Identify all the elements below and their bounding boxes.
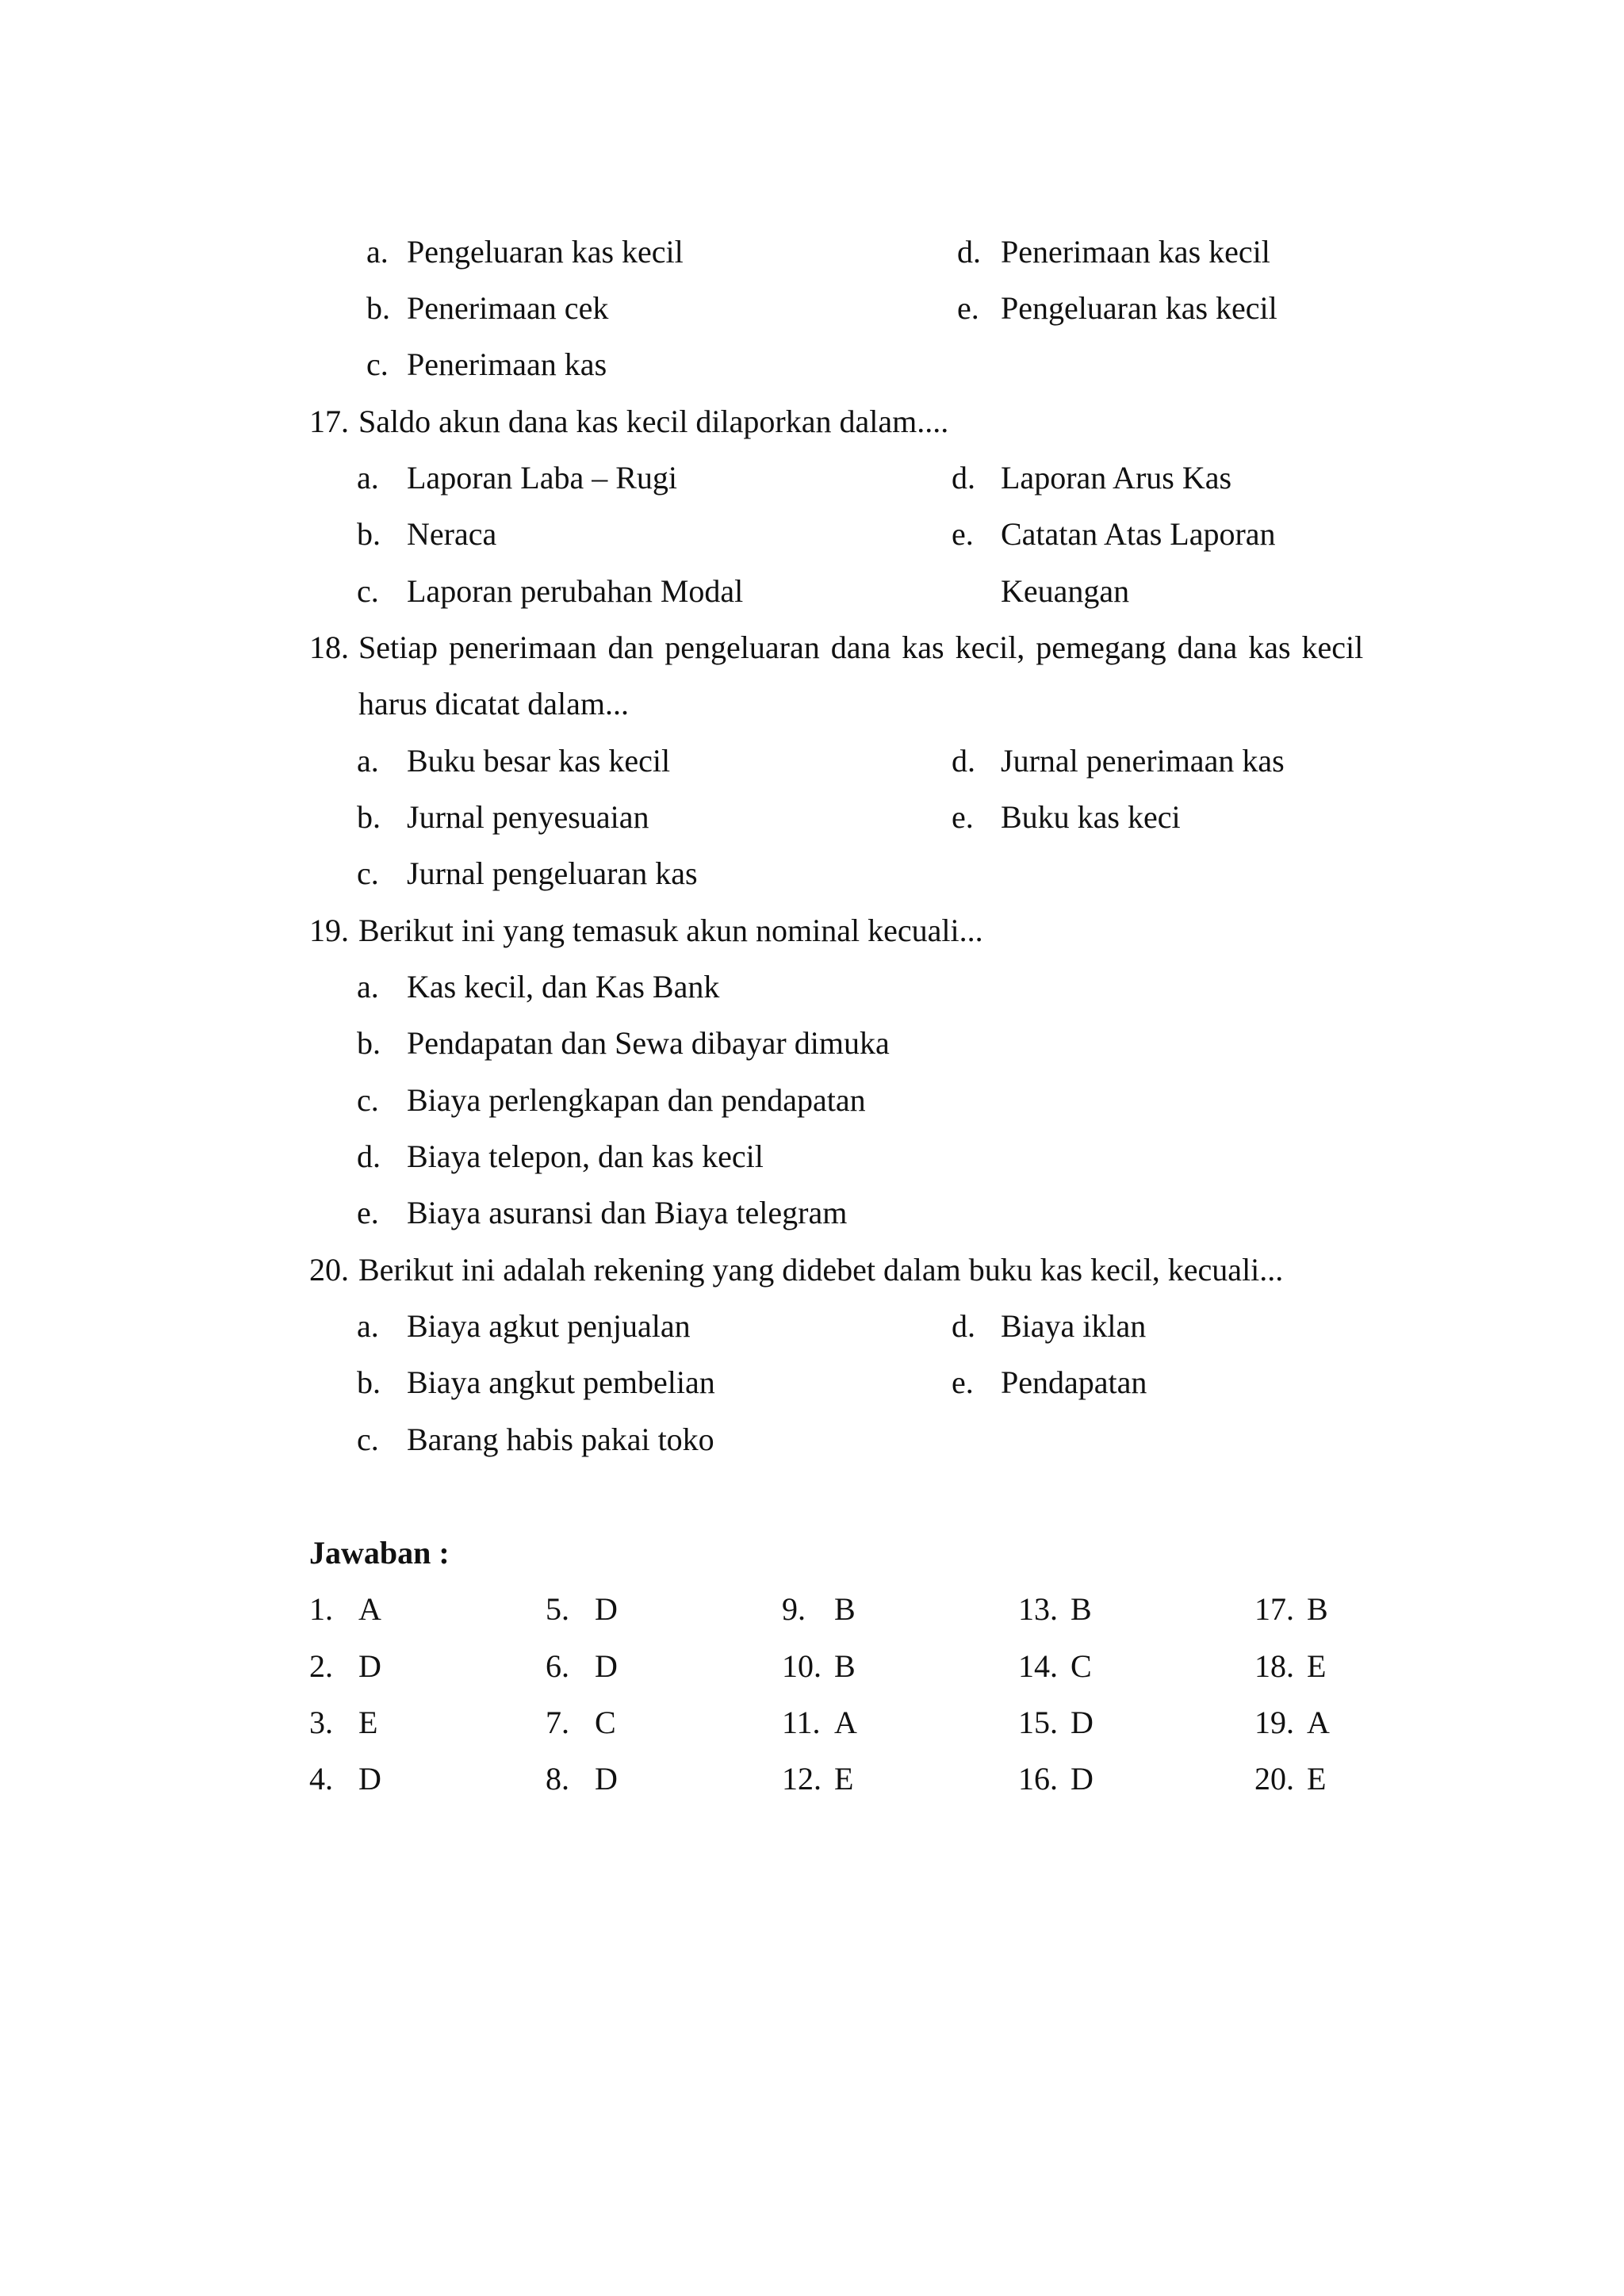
answer-number: 10. xyxy=(782,1648,822,1684)
answer-number: 17. xyxy=(1254,1591,1294,1627)
answer-number: 19. xyxy=(1254,1705,1294,1740)
answer-number: 5. xyxy=(546,1591,569,1627)
answer-number: 12. xyxy=(782,1761,822,1797)
option-text: Catatan Atas Laporan xyxy=(1001,516,1276,552)
option-text: Pendapatan xyxy=(1001,1364,1147,1400)
option-letter: c. xyxy=(357,1422,379,1457)
option-letter: a. xyxy=(366,234,389,270)
answers-heading: Jawaban : xyxy=(309,1535,450,1571)
option-letter: b. xyxy=(357,1364,381,1400)
option-text: Laporan perubahan Modal xyxy=(407,573,744,609)
option-letter: a. xyxy=(357,460,379,496)
option-letter: e. xyxy=(952,1364,974,1400)
option-letter: e. xyxy=(957,290,979,326)
answer-number: 6. xyxy=(546,1648,569,1684)
answer-letter: D xyxy=(358,1648,381,1684)
option-letter: c. xyxy=(357,1082,379,1118)
answer-letter: D xyxy=(595,1761,618,1797)
option-text: Penerimaan kas kecil xyxy=(1001,234,1270,270)
option-text: Biaya telepon, dan kas kecil xyxy=(407,1138,764,1174)
option-letter: d. xyxy=(957,234,981,270)
option-text: Laporan Arus Kas xyxy=(1001,460,1232,496)
option-letter: e. xyxy=(952,799,974,835)
option-letter: c. xyxy=(366,346,389,382)
option-text: Biaya perlengkapan dan pendapatan xyxy=(407,1082,866,1118)
answer-number: 11. xyxy=(782,1705,821,1740)
answer-letter: B xyxy=(834,1591,856,1627)
answer-number: 20. xyxy=(1254,1761,1294,1797)
option-letter: e. xyxy=(357,1195,379,1230)
option-text: Penerimaan cek xyxy=(407,290,609,326)
option-letter: e. xyxy=(952,516,974,552)
option-text: Barang habis pakai toko xyxy=(407,1422,714,1457)
question-text: Berikut ini adalah rekening yang didebet dalam buku kas kecil, kecuali... xyxy=(358,1252,1284,1288)
answer-number: 7. xyxy=(546,1705,569,1740)
answer-number: 8. xyxy=(546,1761,569,1797)
option-letter: d. xyxy=(952,460,975,496)
option-letter: d. xyxy=(952,743,975,779)
question-text: Saldo akun dana kas kecil dilaporkan dalam.... xyxy=(358,404,949,439)
question-text: harus dicatat dalam... xyxy=(358,686,629,721)
answer-letter: E xyxy=(1307,1648,1327,1684)
option-text: Jurnal pengeluaran kas xyxy=(407,855,698,891)
answer-letter: B xyxy=(1307,1591,1328,1627)
option-text: Biaya angkut pembelian xyxy=(407,1364,715,1400)
answer-letter: A xyxy=(358,1591,381,1627)
answer-number: 18. xyxy=(1254,1648,1294,1684)
option-text: Laporan Laba – Rugi xyxy=(407,460,677,496)
option-letter: c. xyxy=(357,855,379,891)
answer-letter: E xyxy=(1307,1761,1327,1797)
option-text: Kas kecil, dan Kas Bank xyxy=(407,969,720,1004)
answer-letter: D xyxy=(1071,1761,1094,1797)
option-letter: b. xyxy=(357,1025,381,1061)
option-letter: d. xyxy=(357,1138,381,1174)
option-text: Biaya iklan xyxy=(1001,1308,1147,1344)
option-letter: a. xyxy=(357,1308,379,1344)
option-letter: a. xyxy=(357,743,379,779)
answer-letter: E xyxy=(834,1761,854,1797)
answer-letter: D xyxy=(595,1648,618,1684)
option-text: Biaya agkut penjualan xyxy=(407,1308,691,1344)
option-letter: b. xyxy=(357,799,381,835)
option-text: Keuangan xyxy=(1001,573,1130,609)
option-text: Neraca xyxy=(407,516,497,552)
question-number: 17. xyxy=(309,404,349,439)
answer-letter: D xyxy=(358,1761,381,1797)
answer-letter: D xyxy=(595,1591,618,1627)
option-text: Jurnal penyesuaian xyxy=(407,799,649,835)
answer-number: 2. xyxy=(309,1648,333,1684)
option-text: Jurnal penerimaan kas xyxy=(1001,743,1285,779)
option-text: Biaya asuransi dan Biaya telegram xyxy=(407,1195,848,1230)
option-letter: a. xyxy=(357,969,379,1004)
answer-letter: C xyxy=(1071,1648,1092,1684)
option-text: Buku kas keci xyxy=(1001,799,1181,835)
question-number: 19. xyxy=(309,913,349,948)
answer-letter: D xyxy=(1071,1705,1094,1740)
answer-letter: A xyxy=(834,1705,857,1740)
option-text: Penerimaan kas xyxy=(407,346,607,382)
answer-letter: E xyxy=(358,1705,378,1740)
answer-letter: A xyxy=(1307,1705,1330,1740)
option-letter: c. xyxy=(357,573,379,609)
answer-number: 9. xyxy=(782,1591,806,1627)
answer-number: 15. xyxy=(1018,1705,1058,1740)
option-text: Pendapatan dan Sewa dibayar dimuka xyxy=(407,1025,890,1061)
answer-number: 14. xyxy=(1018,1648,1058,1684)
answer-number: 1. xyxy=(309,1591,333,1627)
question-number: 20. xyxy=(309,1252,349,1288)
answer-letter: B xyxy=(1071,1591,1092,1627)
answer-number: 3. xyxy=(309,1705,333,1740)
answer-letter: B xyxy=(834,1648,856,1684)
option-letter: b. xyxy=(357,516,381,552)
question-text: Setiap penerimaan dan pengeluaran dana kas kecil, pemegang dana kas kecil xyxy=(358,629,1364,665)
answer-number: 4. xyxy=(309,1761,333,1797)
option-text: Pengeluaran kas kecil xyxy=(407,234,684,270)
option-text: Buku besar kas kecil xyxy=(407,743,671,779)
option-letter: b. xyxy=(366,290,390,326)
option-letter: d. xyxy=(952,1308,975,1344)
question-text: Berikut ini yang temasuk akun nominal kecuali... xyxy=(358,913,983,948)
question-number: 18. xyxy=(309,629,349,665)
answer-number: 16. xyxy=(1018,1761,1058,1797)
option-text: Pengeluaran kas kecil xyxy=(1001,290,1277,326)
answer-letter: C xyxy=(595,1705,616,1740)
answer-number: 13. xyxy=(1018,1591,1058,1627)
